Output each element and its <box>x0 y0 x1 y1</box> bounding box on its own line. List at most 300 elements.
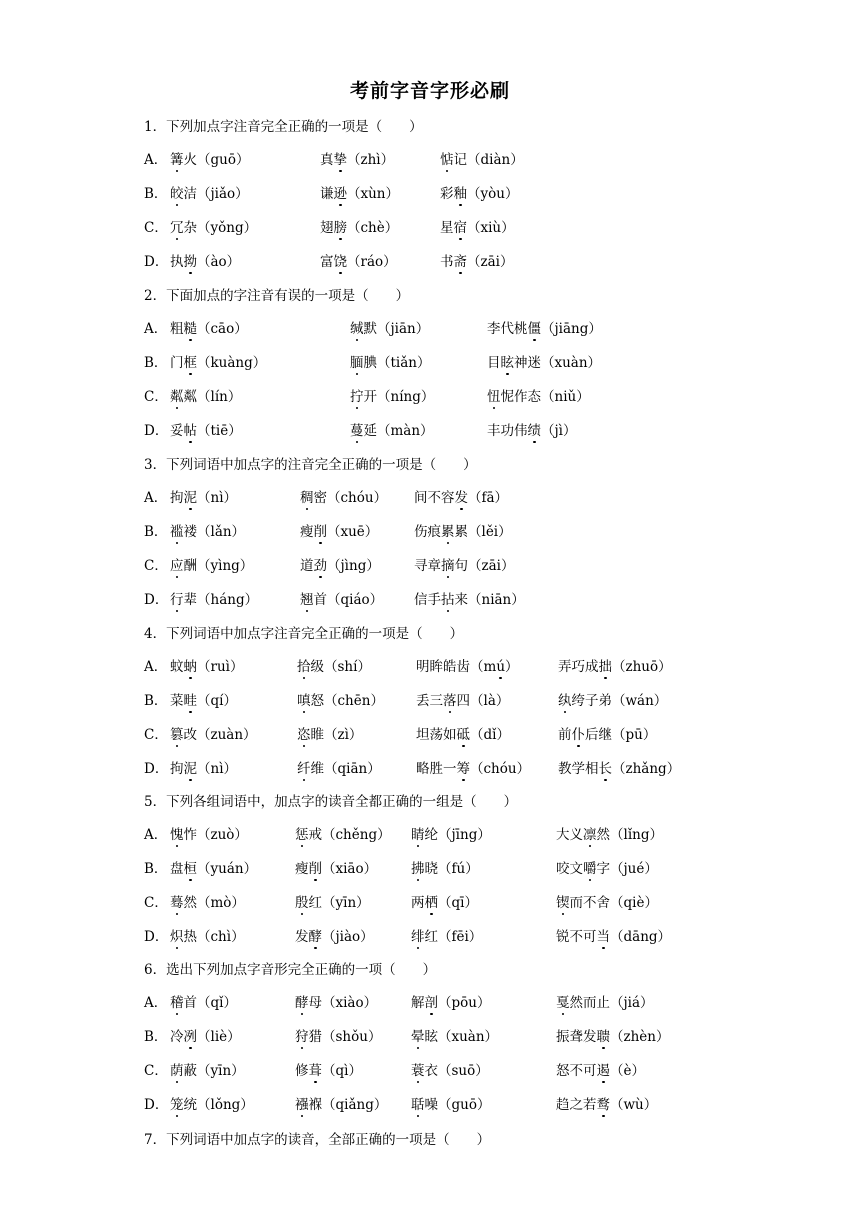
word-suffix: （qì） <box>322 1063 362 1079</box>
word-prefix: 彩 <box>440 186 454 202</box>
word-suffix: 噪（guō） <box>424 1097 491 1113</box>
word-suffix: （yòu） <box>467 186 519 202</box>
option-letter: C． <box>144 1063 168 1079</box>
word-prefix: 星 <box>440 220 454 236</box>
word-suffix: 密（chóu） <box>313 490 388 506</box>
dotted-char: 恣 <box>297 727 311 743</box>
word-suffix: （dāng） <box>610 929 672 945</box>
option-word <box>487 422 577 440</box>
option-word <box>170 557 253 575</box>
option-word <box>300 557 380 575</box>
option-letter: D． <box>144 254 169 270</box>
option-row <box>144 388 704 406</box>
page-title: 考前字音字形必刷 <box>349 80 510 102</box>
dotted-char: 遏 <box>596 1063 610 1079</box>
option-row <box>144 994 704 1012</box>
word-prefix: 弄巧成 <box>558 659 599 675</box>
word-suffix: 首（qǐ） <box>183 995 237 1011</box>
word-suffix: ） <box>505 659 519 675</box>
word-suffix: （tiē） <box>197 423 242 439</box>
dotted-char: 削 <box>308 861 322 877</box>
word-prefix: 门 <box>170 355 184 371</box>
dotted-char: 凛 <box>583 827 597 843</box>
word-suffix: 红（fēi） <box>424 929 483 945</box>
dotted-char: 聩 <box>596 1029 610 1045</box>
word-prefix: 真 <box>320 152 334 168</box>
word-suffix: 记（diàn） <box>453 152 524 168</box>
dotted-char: 帖 <box>183 423 197 439</box>
option-row <box>144 928 704 946</box>
dotted-char: 惦 <box>440 152 454 168</box>
dotted-char: 畦 <box>183 693 197 709</box>
word-suffix: 蔽（yīn） <box>183 1063 245 1079</box>
word-suffix: （pōu） <box>438 995 491 1011</box>
word-suffix: 母（xiào） <box>308 995 378 1011</box>
option-word <box>411 994 490 1012</box>
dotted-char: 炽 <box>170 929 184 945</box>
word-suffix: （kuàng） <box>197 355 267 371</box>
word-suffix: （ào） <box>197 254 241 270</box>
option-row <box>144 726 704 744</box>
word-prefix: 趋之若 <box>556 1097 597 1113</box>
option-letter: B． <box>144 524 168 540</box>
dotted-char: 劲 <box>313 558 327 574</box>
word-suffix: （xiù） <box>467 220 515 236</box>
word-suffix: （cāo） <box>197 321 248 337</box>
dotted-char: 荫 <box>170 1063 184 1079</box>
option-letter: D． <box>144 423 169 439</box>
word-suffix: 然（lǐng） <box>596 827 663 843</box>
option-letter: A． <box>144 659 168 675</box>
dotted-char: 狩 <box>295 1029 309 1045</box>
option-word <box>411 1096 490 1114</box>
word-prefix: 间不容 <box>414 490 455 506</box>
word-prefix: 大义 <box>556 827 583 843</box>
option-word <box>350 422 434 440</box>
option-word <box>411 894 478 912</box>
dotted-char: 仆 <box>571 727 585 743</box>
dotted-char: 拗 <box>183 254 197 270</box>
word-suffix: 洁（jiǎo） <box>183 186 249 202</box>
option-word <box>170 1028 241 1046</box>
option-letter: B． <box>144 355 168 371</box>
word-prefix: 拘 <box>170 761 184 777</box>
word-suffix: 晓（fú） <box>424 861 479 877</box>
option-letter: A． <box>144 995 168 1011</box>
option-word <box>170 658 243 676</box>
option-word <box>300 523 378 541</box>
option-word <box>411 826 491 844</box>
word-suffix: （jiào） <box>322 929 374 945</box>
question-stem: 2．下面加点的字注音有误的一项是（ ） <box>144 288 410 304</box>
word-prefix: 菜 <box>170 693 184 709</box>
option-word <box>414 591 525 609</box>
dotted-char: 葺 <box>308 1063 322 1079</box>
word-suffix: 酬（yìng） <box>183 558 254 574</box>
word-prefix: 坦荡如 <box>416 727 457 743</box>
option-letter: D． <box>144 929 169 945</box>
option-row <box>144 489 704 507</box>
word-suffix: （jiāng） <box>541 321 602 337</box>
option-word <box>170 726 257 744</box>
word-suffix: 维（qiān） <box>310 761 381 777</box>
dotted-char: 笼 <box>170 1097 184 1113</box>
word-suffix: 怩作态（niǔ） <box>500 389 590 405</box>
question-stem: 7．下列词语中加点字的读音，全部正确的一项是（ ） <box>144 1132 491 1148</box>
word-suffix: （chóu） <box>470 761 531 777</box>
dotted-char: 褴 <box>170 524 184 540</box>
word-suffix: 猎（shǒu） <box>308 1029 382 1045</box>
word-prefix: 谦 <box>320 186 334 202</box>
dotted-char: 拂 <box>411 861 425 877</box>
dotted-char: 晕 <box>411 1029 425 1045</box>
word-prefix: 两 <box>411 895 425 911</box>
word-suffix: 字（jué） <box>596 861 658 877</box>
word-suffix: （chè） <box>347 220 399 236</box>
dotted-char: 翘 <box>300 592 314 608</box>
option-word <box>350 320 429 338</box>
option-word <box>295 894 370 912</box>
word-suffix: （wù） <box>610 1097 658 1113</box>
option-word <box>556 826 663 844</box>
option-word <box>440 253 513 271</box>
word-prefix: 拘 <box>170 490 184 506</box>
option-letter: C． <box>144 895 168 911</box>
option-word <box>295 994 377 1012</box>
option-row <box>144 151 704 169</box>
option-row <box>144 894 704 912</box>
dotted-char: 长 <box>598 761 612 777</box>
dotted-char: 发 <box>454 490 468 506</box>
option-word <box>300 489 387 507</box>
option-letter: C． <box>144 727 168 743</box>
dotted-char: 襁 <box>295 1097 309 1113</box>
dotted-char: 挚 <box>333 152 347 168</box>
option-row <box>144 354 704 372</box>
option-letter: A． <box>144 490 168 506</box>
word-suffix: 火（guō） <box>183 152 250 168</box>
option-word <box>170 826 248 844</box>
option-letter: B． <box>144 186 168 202</box>
word-suffix: （zhuō） <box>612 659 672 675</box>
option-word <box>350 388 434 406</box>
word-suffix: 戒（chěng） <box>308 827 391 843</box>
option-letter: A． <box>144 321 168 337</box>
dotted-char: 纤 <box>297 761 311 777</box>
word-prefix: 道 <box>300 558 314 574</box>
option-word <box>295 860 377 878</box>
dotted-char: 聒 <box>411 1097 425 1113</box>
dotted-char: 泥 <box>183 761 197 777</box>
option-word <box>295 826 391 844</box>
dotted-char: 拈 <box>441 592 455 608</box>
dotted-char: 鹜 <box>596 1097 610 1113</box>
word-suffix: 红（yīn） <box>308 895 370 911</box>
word-suffix: 绔子弟（wán） <box>571 693 668 709</box>
dotted-char: 拾 <box>297 659 311 675</box>
dotted-char: 蓦 <box>170 895 184 911</box>
question-stem: 3．下列词语中加点字的注音完全正确的一项是（ ） <box>144 457 477 473</box>
dotted-char: 酵 <box>308 929 322 945</box>
question-stem: 4．下列词语中加点字注音完全正确的一项是（ ） <box>144 626 464 642</box>
option-word <box>297 658 371 676</box>
word-prefix: 前 <box>558 727 572 743</box>
option-word <box>300 591 383 609</box>
word-suffix: （dǐ） <box>470 727 510 743</box>
word-suffix: 句（zāi） <box>454 558 515 574</box>
dotted-char: 缄 <box>350 321 364 337</box>
dotted-char: 泥 <box>183 490 197 506</box>
option-word <box>414 523 512 541</box>
word-prefix: 怒不可 <box>556 1063 597 1079</box>
dotted-char: 嗔 <box>297 693 311 709</box>
option-word <box>297 726 362 744</box>
word-suffix: （fā） <box>468 490 509 506</box>
dotted-char: 筹 <box>456 761 470 777</box>
option-word <box>170 523 245 541</box>
word-suffix: （yuán） <box>197 861 258 877</box>
dotted-char: 篡 <box>170 727 184 743</box>
dotted-char: 框 <box>183 355 197 371</box>
word-suffix: 热（chì） <box>183 929 245 945</box>
word-suffix: （nì） <box>197 490 238 506</box>
word-prefix: 瘦 <box>300 524 314 540</box>
dotted-char: 稽 <box>170 995 184 1011</box>
dotted-char: 绩 <box>527 423 541 439</box>
word-suffix: 然而止（jiá） <box>569 995 654 1011</box>
option-word <box>170 692 237 710</box>
option-word <box>297 692 384 710</box>
word-prefix: 目 <box>487 355 501 371</box>
word-prefix: 寻章 <box>414 558 441 574</box>
word-suffix: 默（jiān） <box>363 321 430 337</box>
word-prefix: 教学相 <box>558 761 599 777</box>
option-letter: C． <box>144 389 168 405</box>
word-suffix: 神迷（xuàn） <box>514 355 602 371</box>
option-word <box>556 1028 670 1046</box>
dotted-char: 愧 <box>170 827 184 843</box>
word-suffix: （jìng） <box>327 558 380 574</box>
dotted-char: 膀 <box>333 220 347 236</box>
option-row <box>144 219 704 237</box>
word-suffix: 纶（jīng） <box>424 827 491 843</box>
option-letter: D． <box>144 1097 169 1113</box>
option-word <box>487 320 602 338</box>
dotted-char: 篝 <box>170 152 184 168</box>
option-row <box>144 658 704 676</box>
option-word <box>170 320 248 338</box>
word-suffix: 眩（xuàn） <box>424 1029 499 1045</box>
option-word <box>170 489 237 507</box>
word-suffix: （zāi） <box>467 254 514 270</box>
question-stem: 1．下列加点字注音完全正确的一项是（ ） <box>144 119 423 135</box>
option-row <box>144 826 704 844</box>
option-word <box>416 726 510 744</box>
dotted-char: 锲 <box>556 895 570 911</box>
option-word <box>556 928 671 946</box>
option-word <box>414 557 514 575</box>
word-suffix: 四（là） <box>456 693 510 709</box>
dotted-char: ú <box>496 659 506 675</box>
dotted-char: 摘 <box>441 558 455 574</box>
option-word <box>297 760 381 778</box>
dotted-char: 皎 <box>170 186 184 202</box>
word-prefix: 富 <box>320 254 334 270</box>
dotted-char: 稠 <box>300 490 314 506</box>
word-prefix: 粗 <box>170 321 184 337</box>
option-word <box>170 422 242 440</box>
word-prefix: 略胜一 <box>416 761 457 777</box>
word-suffix: 怍（zuò） <box>183 827 248 843</box>
dotted-char: 饶 <box>333 254 347 270</box>
word-suffix: （ruì） <box>197 659 244 675</box>
option-word <box>411 860 479 878</box>
dotted-char: 酵 <box>295 995 309 1011</box>
dotted-char: 落 <box>443 693 457 709</box>
option-word <box>170 994 237 1012</box>
option-word <box>556 894 658 912</box>
option-word <box>411 928 482 946</box>
option-word <box>170 760 237 778</box>
word-suffix: （xiāo） <box>322 861 378 877</box>
word-suffix: 来（niān） <box>454 592 525 608</box>
question-stem: 6．选出下列加点字音形完全正确的一项（ ） <box>144 962 437 978</box>
word-prefix: 伤痕 <box>414 524 441 540</box>
option-word <box>170 151 249 169</box>
word-suffix: （ráo） <box>347 254 397 270</box>
word-suffix: 杂（yǒng） <box>183 220 258 236</box>
option-word <box>416 658 519 676</box>
dotted-char: 逊 <box>333 186 347 202</box>
option-word <box>556 1096 657 1114</box>
dotted-char: 冗 <box>170 220 184 236</box>
word-suffix: 怒（chēn） <box>310 693 384 709</box>
word-suffix: 而不舍（qiè） <box>569 895 658 911</box>
dotted-char: 蚋 <box>183 659 197 675</box>
option-word <box>170 591 258 609</box>
word-suffix: （nì） <box>197 761 238 777</box>
word-suffix: 褓（qiǎng） <box>308 1097 388 1113</box>
option-word <box>295 928 374 946</box>
word-prefix: 书 <box>440 254 454 270</box>
dotted-char: 嚼 <box>583 861 597 877</box>
option-word <box>556 994 654 1012</box>
dotted-char: 戛 <box>556 995 570 1011</box>
dotted-char: 行 <box>170 592 184 608</box>
option-row <box>144 860 704 878</box>
dotted-char: 剖 <box>424 995 438 1011</box>
option-word <box>170 219 257 237</box>
word-suffix: （è） <box>610 1063 645 1079</box>
option-word <box>558 726 656 744</box>
word-prefix: 翅 <box>320 220 334 236</box>
option-row <box>144 760 704 778</box>
word-suffix: （zhì） <box>347 152 395 168</box>
option-word <box>170 253 240 271</box>
dotted-char: 宿 <box>453 220 467 236</box>
word-suffix: 累（lěi） <box>454 524 512 540</box>
word-suffix: 改（zuàn） <box>183 727 257 743</box>
word-prefix: 妥 <box>170 423 184 439</box>
word-suffix: 睢（zì） <box>310 727 363 743</box>
option-word <box>416 692 509 710</box>
word-suffix: 然（mò） <box>183 895 245 911</box>
option-row <box>144 422 704 440</box>
option-word <box>416 760 530 778</box>
word-prefix: 瘦 <box>295 861 309 877</box>
word-suffix: （qī） <box>438 895 478 911</box>
option-row <box>144 692 704 710</box>
dotted-char: 栖 <box>424 895 438 911</box>
option-word <box>170 185 249 203</box>
dotted-char: 冽 <box>183 1029 197 1045</box>
word-suffix: （liè） <box>197 1029 241 1045</box>
word-suffix: 首（qiáo） <box>313 592 384 608</box>
dotted-char: 砥 <box>456 727 470 743</box>
word-suffix: 褛（lǎn） <box>183 524 246 540</box>
option-word <box>558 692 667 710</box>
word-prefix: 锐不可 <box>556 929 597 945</box>
option-word <box>170 354 266 372</box>
option-word <box>411 1028 498 1046</box>
dotted-char: 惩 <box>295 827 309 843</box>
word-suffix: 后继（pū） <box>585 727 657 743</box>
option-row <box>144 523 704 541</box>
option-word <box>350 354 431 372</box>
option-word <box>320 253 397 271</box>
dotted-char: 当 <box>596 929 610 945</box>
option-row <box>144 253 704 271</box>
option-letter: D． <box>144 592 169 608</box>
word-suffix: 统（lǒng） <box>183 1097 254 1113</box>
option-word <box>295 1028 381 1046</box>
word-suffix: 级（shí） <box>310 659 371 675</box>
option-word <box>487 388 590 406</box>
dotted-char: 纨 <box>558 693 572 709</box>
option-word <box>487 354 601 372</box>
option-word <box>170 1096 254 1114</box>
question-stem: 5．下列各组词语中，加点字的读音全都正确的一组是（ ） <box>144 794 518 810</box>
option-letter: B． <box>144 693 168 709</box>
option-letter: C． <box>144 558 168 574</box>
option-row <box>144 1062 704 1080</box>
word-suffix: （xuē） <box>327 524 379 540</box>
dotted-char: 忸 <box>487 389 501 405</box>
dotted-char: 釉 <box>453 186 467 202</box>
dotted-char: 拧 <box>350 389 364 405</box>
option-letter: B． <box>144 1029 168 1045</box>
dotted-char: 桓 <box>183 861 197 877</box>
word-suffix: 腆（tiǎn） <box>363 355 431 371</box>
dotted-char: 应 <box>170 558 184 574</box>
dotted-char: 累 <box>441 524 455 540</box>
word-prefix: 丢三 <box>416 693 443 709</box>
option-letter: A． <box>144 827 168 843</box>
word-prefix: 明眸皓齿（m <box>416 659 497 675</box>
option-word <box>170 928 245 946</box>
dotted-char: 拙 <box>598 659 612 675</box>
word-suffix: （jì） <box>541 423 577 439</box>
option-word <box>558 760 680 778</box>
option-word <box>556 1062 645 1080</box>
word-prefix: 解 <box>411 995 425 1011</box>
option-word <box>170 860 257 878</box>
option-letter: C． <box>144 220 168 236</box>
option-word <box>558 658 672 676</box>
option-word <box>440 185 518 203</box>
option-letter: B． <box>144 861 168 877</box>
word-suffix: 延（màn） <box>363 423 434 439</box>
